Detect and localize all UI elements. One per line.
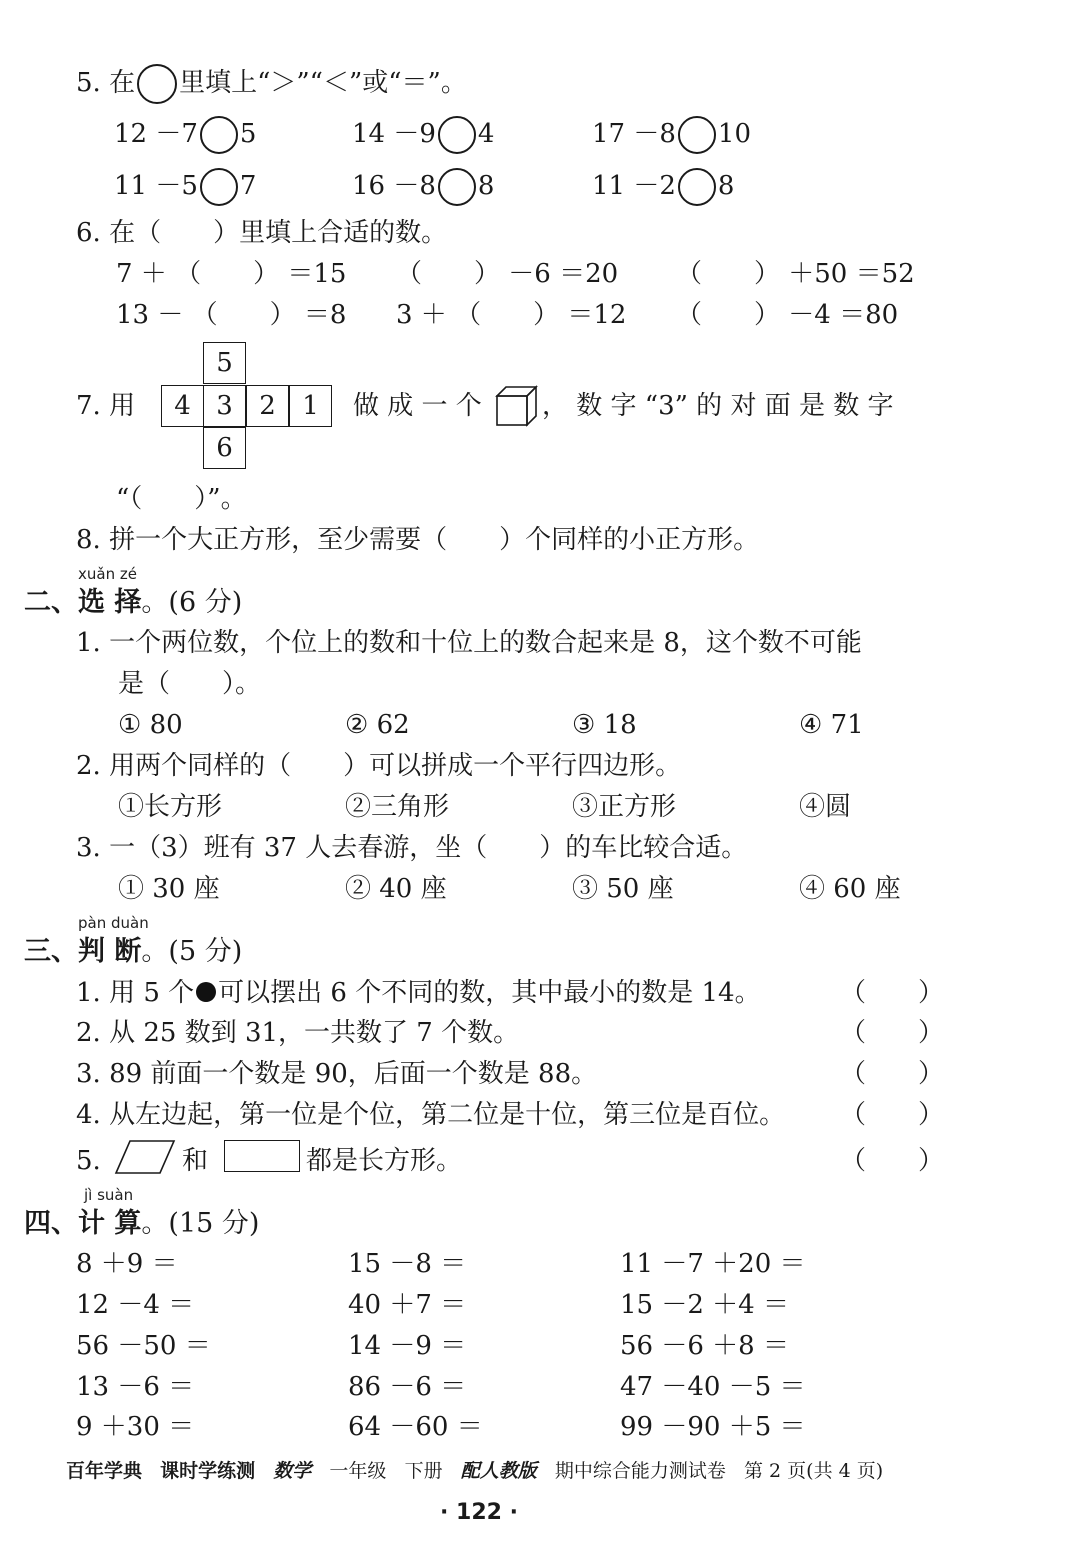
q5-text-pre: 在	[109, 68, 136, 98]
q7-text-post: ， 数 字 “3” 的 对 面 是 数 字	[542, 391, 894, 421]
option[interactable]: ④ 60 座	[799, 874, 901, 904]
calc-item[interactable]: 99 －90 ＋5 ＝	[620, 1412, 806, 1442]
calc-item[interactable]: 13 －6 ＝	[76, 1372, 195, 1402]
calc-item[interactable]: 12 －4 ＝	[76, 1290, 195, 1320]
footer-edition: 配人教版	[460, 1460, 537, 1482]
q7-prompt: 7. 用	[76, 391, 136, 421]
judge-blank[interactable]: （ ）	[840, 1146, 945, 1176]
q6-item[interactable]: （ ） ＋50 ＝52	[676, 259, 915, 289]
calc-item[interactable]: 11 －7 ＋20 ＝	[620, 1249, 806, 1279]
circle-blank-icon	[137, 64, 177, 104]
s2-q1: 1. 一个两位数，个位上的数和十位上的数合起来是 8，这个数不可能	[76, 628, 862, 658]
option[interactable]: ③正方形	[572, 792, 677, 822]
rectangle-icon	[224, 1140, 300, 1172]
calc-item[interactable]: 56 －50 ＝	[76, 1331, 211, 1361]
footer-grade: 一年级	[329, 1460, 387, 1482]
net-cell: 2	[246, 385, 289, 427]
section3-pinyin: pàn duàn	[78, 914, 149, 932]
s3-q2: 2. 从 25 数到 31，一共数了 7 个数。	[76, 1018, 520, 1048]
option[interactable]: ② 40 座	[345, 874, 447, 904]
q5-item: 12 －7 5	[114, 116, 256, 154]
option[interactable]: ③ 18	[572, 710, 637, 740]
s2-q1-line2: 是（ ）。	[118, 669, 262, 699]
q6-item[interactable]: 13 － （ ） ＝8	[116, 300, 347, 330]
option[interactable]: ④圆	[799, 792, 852, 822]
compare-circle[interactable]	[438, 116, 476, 154]
footer	[66, 1459, 883, 1483]
q7-answer-blank[interactable]: “（ ）”。	[116, 484, 247, 514]
q7-text-mid: 做 成 一 个	[353, 391, 482, 421]
s3-q5-text: 都是长方形。	[306, 1146, 463, 1176]
parallelogram-icon	[114, 1139, 176, 1175]
option[interactable]: ①长方形	[118, 792, 223, 822]
s3-q5-and: 和	[182, 1146, 209, 1176]
calc-item[interactable]: 64 －60 ＝	[348, 1412, 483, 1442]
page-number: · 122 ·	[440, 1500, 518, 1525]
net-cell: 6	[203, 427, 246, 469]
judge-blank[interactable]: （ ）	[840, 978, 945, 1008]
q5-text-post: 里填上“＞”“＜”或“＝”。	[179, 68, 467, 98]
calc-item[interactable]: 9 ＋30 ＝	[76, 1412, 195, 1442]
option[interactable]: ④ 71	[799, 710, 864, 740]
section2-pinyin: xuǎn zé	[78, 565, 137, 583]
q6-prompt: 6. 在（ ）里填上合适的数。	[76, 218, 448, 248]
q6-item[interactable]: 3 ＋ （ ） ＝12	[396, 300, 627, 330]
calc-item[interactable]: 15 －2 ＋4 ＝	[620, 1290, 789, 1320]
s3-q5-num: 5.	[76, 1146, 101, 1176]
q5-item: 11 －2 8	[592, 168, 734, 206]
compare-circle[interactable]	[678, 116, 716, 154]
calc-item[interactable]: 40 ＋7 ＝	[348, 1290, 467, 1320]
footer-pages: 第 2 页(共 4 页)	[743, 1460, 884, 1482]
calc-item[interactable]: 47 －40 －5 ＝	[620, 1372, 806, 1402]
calc-item[interactable]: 8 ＋9 ＝	[76, 1249, 178, 1279]
option[interactable]: ③ 50 座	[572, 874, 674, 904]
q6-item[interactable]: （ ） －4 ＝80	[676, 300, 899, 330]
s3-q4: 4. 从左边起，第一位是个位，第二位是十位，第三位是百位。	[76, 1100, 786, 1130]
q5-item: 11 －5 7	[114, 168, 256, 206]
option[interactable]: ②三角形	[345, 792, 450, 822]
judge-blank[interactable]: （ ）	[840, 1059, 945, 1089]
judge-blank[interactable]: （ ）	[840, 1100, 945, 1130]
section4-pinyin: jì suàn	[84, 1186, 134, 1204]
judge-blank[interactable]: （ ）	[840, 1018, 945, 1048]
cube-icon	[495, 385, 539, 427]
option[interactable]: ① 80	[118, 710, 183, 740]
section4-title: 四、计 算。(15 分)	[24, 1208, 260, 1239]
s2-q3: 3. 一（3）班有 37 人去春游，坐（ ）的车比较合适。	[76, 833, 748, 863]
q5-item: 16 －8 8	[352, 168, 494, 206]
q5-item: 14 －9 4	[352, 116, 494, 154]
section3-title: 三、判 断。(5 分)	[24, 936, 243, 967]
calc-item[interactable]: 86 －6 ＝	[348, 1372, 467, 1402]
q5-item: 17 －8 10	[592, 116, 751, 154]
q6-item[interactable]: （ ） －6 ＝20	[396, 259, 619, 289]
q5-number: 5.	[76, 68, 101, 98]
net-cell: 4	[161, 385, 204, 427]
s2-q2: 2. 用两个同样的（ ）可以拼成一个平行四边形。	[76, 751, 682, 781]
q5-prompt	[76, 64, 467, 104]
net-cell: 5	[203, 342, 246, 384]
compare-circle[interactable]	[438, 168, 476, 206]
footer-volume: 下册	[404, 1460, 443, 1482]
compare-circle[interactable]	[200, 168, 238, 206]
footer-paper: 期中综合能力测试卷	[554, 1460, 726, 1482]
q6-item[interactable]: 7 ＋ （ ） ＝15	[116, 259, 347, 289]
net-cell: 3	[203, 385, 246, 427]
s3-q3: 3. 89 前面一个数是 90，后面一个数是 88。	[76, 1059, 598, 1089]
footer-subject: 数学	[273, 1460, 312, 1482]
black-dot-icon	[196, 982, 216, 1002]
net-cell: 1	[289, 385, 332, 427]
compare-circle[interactable]	[200, 116, 238, 154]
q8-prompt: 8. 拼一个大正方形，至少需要（ ）个同样的小正方形。	[76, 525, 760, 555]
option[interactable]: ② 62	[345, 710, 410, 740]
option[interactable]: ① 30 座	[118, 874, 220, 904]
s3-q1: 1. 用 5 个 可以摆出 6 个不同的数，其中最小的数是 14。	[76, 978, 761, 1008]
calc-item[interactable]: 56 －6 ＋8 ＝	[620, 1331, 789, 1361]
section2-title: 二、选 择。(6 分)	[24, 587, 243, 618]
compare-circle[interactable]	[678, 168, 716, 206]
calc-item[interactable]: 15 －8 ＝	[348, 1249, 467, 1279]
footer-brand: 百年学典	[66, 1460, 143, 1482]
calc-item[interactable]: 14 －9 ＝	[348, 1331, 467, 1361]
footer-series: 课时学练测	[160, 1460, 256, 1482]
